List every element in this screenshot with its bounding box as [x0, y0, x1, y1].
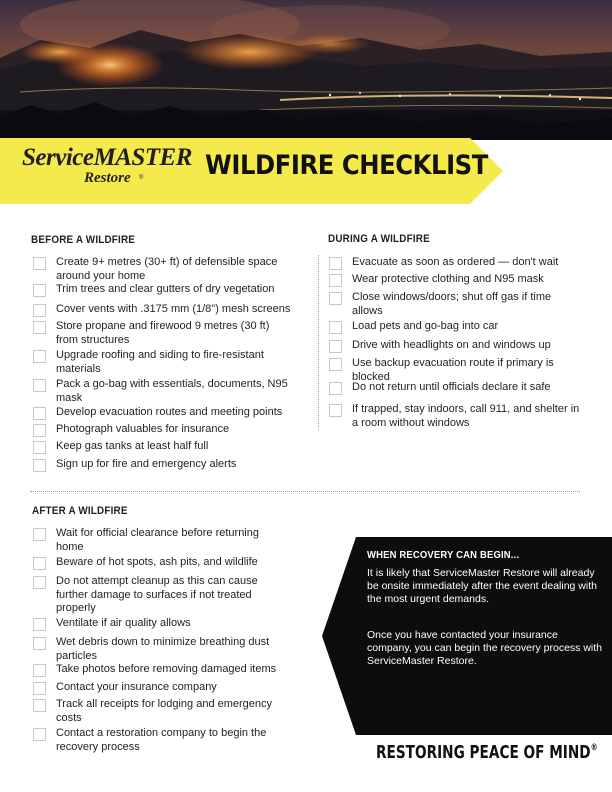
- item-line: Use backup evacuation route if primary is: [352, 357, 554, 369]
- before-item-text: [56, 303, 290, 317]
- during-item-text: [352, 403, 579, 430]
- during-item-text: [352, 381, 551, 395]
- after-item-text: [56, 698, 272, 725]
- checkbox[interactable]: [329, 382, 342, 395]
- item-line: Evacuate as soon as ordered — don't wait: [352, 256, 559, 268]
- recovery-title: WHEN RECOVERY CAN BEGIN...: [367, 549, 520, 561]
- item-line: Beware of hot spots, ash pits, and wildlife: [56, 556, 258, 568]
- item-line: further damage to surfaces if not treated: [56, 588, 252, 601]
- item-line: Upgrade roofing and siding to fire-resistant: [56, 349, 264, 361]
- item-line: Contact a restoration company to begin the: [56, 727, 267, 739]
- during-item-text: [352, 320, 498, 334]
- item-line: costs: [56, 711, 82, 724]
- checkbox[interactable]: [329, 358, 342, 371]
- item-line: recovery process: [56, 740, 140, 753]
- item-line: Ventilate if air quality allows: [56, 617, 191, 629]
- item-line: properly: [56, 602, 96, 614]
- item-line: Store propane and firewood 9 metres (30 ft): [56, 320, 270, 332]
- during-title: DURING A WILDFIRE: [328, 233, 430, 245]
- item-line: Take photos before removing damaged items: [56, 663, 277, 675]
- before-item-text: [56, 378, 288, 405]
- during-item-text: [352, 291, 551, 318]
- tagline-registered: ®: [590, 743, 598, 753]
- after-title: AFTER A WILDFIRE: [32, 505, 128, 517]
- item-line: Drive with headlights on and windows up: [352, 339, 551, 351]
- checkbox[interactable]: [329, 404, 342, 417]
- checkbox[interactable]: [33, 528, 46, 541]
- checkbox[interactable]: [33, 557, 46, 570]
- checkbox[interactable]: [33, 379, 46, 392]
- item-line: Create 9+ metres (30+ ft) of defensible space: [56, 256, 278, 268]
- wildfire-photo-art: [0, 0, 612, 140]
- item-line: Trim trees and clear gutters of dry vegetation: [56, 283, 275, 295]
- checkbox[interactable]: [33, 424, 46, 437]
- after-item-text: [56, 527, 259, 554]
- before-item-text: [56, 423, 229, 437]
- checkbox[interactable]: [329, 321, 342, 334]
- before-item-text: [56, 458, 236, 472]
- checkbox[interactable]: [329, 292, 342, 305]
- item-line: from structures: [56, 333, 130, 346]
- item-line: Photograph valuables for insurance: [56, 423, 230, 435]
- item-line: Do not return until officials declare it safe: [352, 381, 551, 393]
- item-line: Track all receipts for lodging and emergency: [56, 698, 273, 710]
- checkbox[interactable]: [33, 682, 46, 695]
- during-item-text: [352, 256, 558, 270]
- item-line: particles: [56, 649, 97, 662]
- checkbox[interactable]: [33, 637, 46, 650]
- logo-registered: ®: [139, 175, 144, 181]
- section-divider: [30, 491, 580, 492]
- item-line: If trapped, stay indoors, call 911, and shelter in: [352, 403, 580, 415]
- before-item-text: [56, 283, 274, 297]
- checkbox[interactable]: [33, 321, 46, 334]
- checkbox[interactable]: [33, 441, 46, 454]
- page-title: WILDFIRE CHECKLIST: [205, 150, 488, 181]
- item-line: blocked: [352, 370, 390, 383]
- item-line: materials: [56, 362, 101, 375]
- item-line: Wear protective clothing and N95 mask: [352, 273, 544, 285]
- after-item-text: [56, 636, 269, 663]
- item-line: allows: [352, 304, 383, 317]
- checkbox[interactable]: [329, 340, 342, 353]
- before-item-text: [56, 320, 269, 347]
- during-item-text: [352, 339, 551, 353]
- checkbox[interactable]: [33, 459, 46, 472]
- item-line: Load pets and go-bag into car: [352, 320, 499, 332]
- after-item-text: [56, 575, 258, 616]
- item-line: Wait for official clearance before returning: [56, 527, 259, 539]
- item-line: mask: [56, 391, 83, 404]
- checkbox[interactable]: [33, 699, 46, 712]
- during-item-text: [352, 273, 544, 287]
- before-item-text: [56, 440, 208, 454]
- checkbox[interactable]: [33, 728, 46, 741]
- checkbox[interactable]: [33, 284, 46, 297]
- recovery-paragraph-2: Once you have contacted your insurance company, you can begin the recovery process with ServiceMaster Restore.: [367, 629, 603, 667]
- checkbox[interactable]: [33, 664, 46, 677]
- after-item-text: [56, 681, 217, 695]
- before-item-text: [56, 256, 277, 283]
- after-item-text: [56, 727, 266, 754]
- checkbox[interactable]: [33, 618, 46, 631]
- item-line: Do not attempt cleanup as this can cause: [56, 575, 258, 587]
- item-line: Wet debris down to minimize breathing dust: [56, 636, 270, 648]
- recovery-paragraph-1: It is likely that ServiceMaster Restore will already be onsite immediately after the event dealing with the most urgent demands.: [367, 567, 597, 605]
- logo-restore: Restore: [84, 170, 131, 186]
- column-divider: [318, 255, 319, 430]
- servicemaster-logo: [22, 142, 192, 192]
- item-line: Pack a go-bag with essentials, documents, N95: [56, 378, 288, 390]
- after-item-text: [56, 617, 191, 631]
- logo-wordmark: ServiceMASTER: [22, 144, 192, 171]
- after-item-text: [56, 556, 258, 570]
- checkbox[interactable]: [33, 350, 46, 363]
- before-item-text: [56, 406, 282, 420]
- item-line: around your home: [56, 269, 146, 282]
- checkbox[interactable]: [33, 576, 46, 589]
- before-item-text: [56, 349, 264, 376]
- item-line: a room without windows: [352, 416, 470, 429]
- tagline: [376, 743, 598, 763]
- item-line: Sign up for fire and emergency alerts: [56, 458, 237, 470]
- checkbox[interactable]: [33, 257, 46, 270]
- item-line: Develop evacuation routes and meeting points: [56, 406, 283, 418]
- item-line: Close windows/doors; shut off gas if time: [352, 291, 552, 303]
- wildfire-photo: [0, 0, 612, 140]
- tagline-text: RESTORING PEACE OF MIND: [376, 743, 591, 763]
- checkbox[interactable]: [33, 407, 46, 420]
- item-line: Cover vents with .3175 mm (1/8") mesh screens: [56, 303, 291, 315]
- during-item-text: [352, 357, 554, 384]
- checkbox[interactable]: [329, 274, 342, 287]
- checkbox[interactable]: [329, 257, 342, 270]
- checkbox[interactable]: [33, 304, 46, 317]
- item-line: Keep gas tanks at least half full: [56, 440, 209, 452]
- after-item-text: [56, 663, 276, 677]
- item-line: home: [56, 540, 84, 553]
- item-line: Contact your insurance company: [56, 681, 217, 693]
- before-title: BEFORE A WILDFIRE: [31, 234, 136, 246]
